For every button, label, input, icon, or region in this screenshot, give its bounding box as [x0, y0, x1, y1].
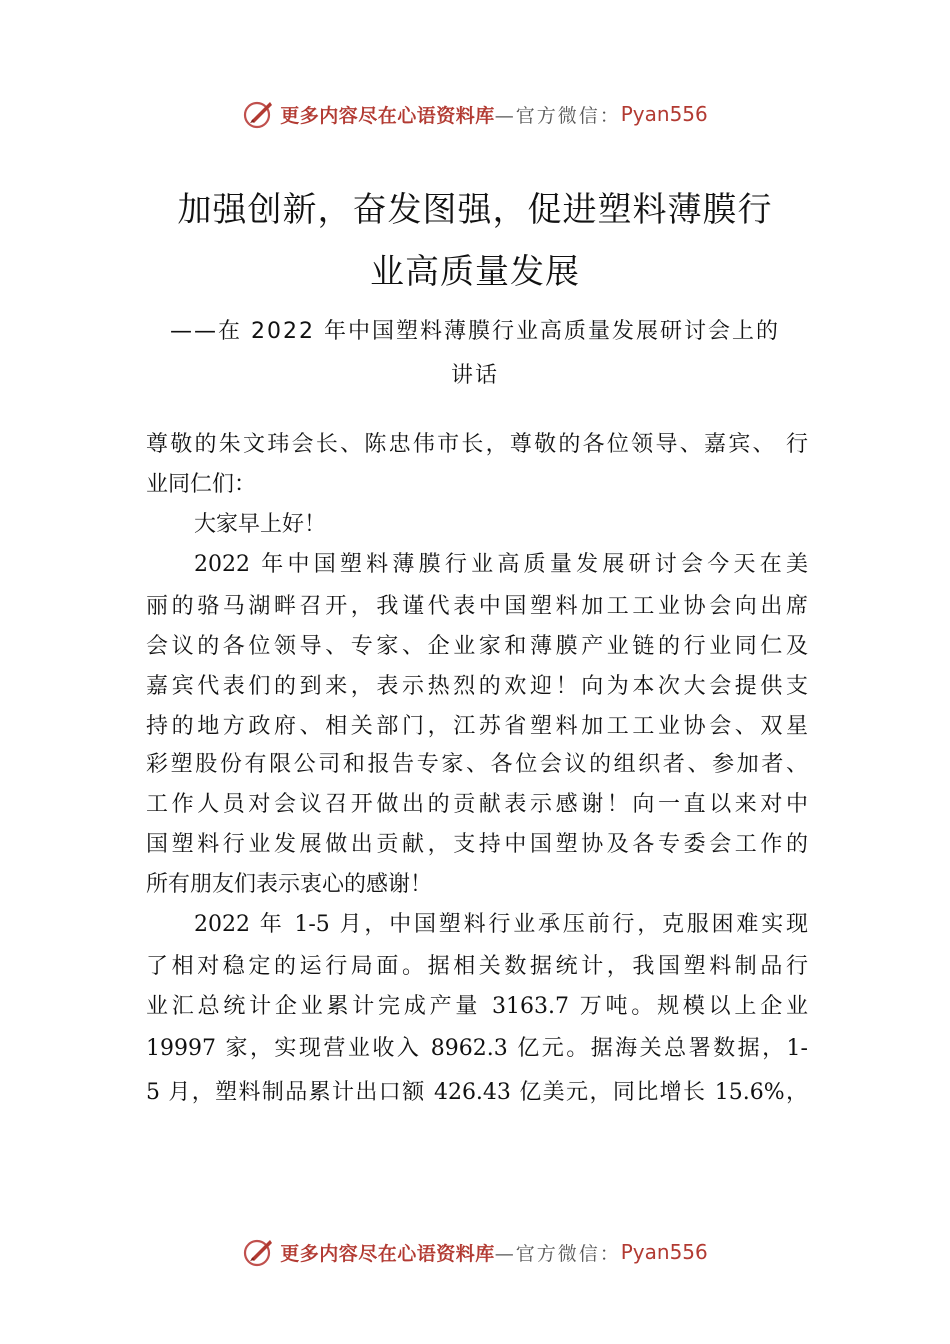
- quill-logo-icon: [242, 1235, 276, 1269]
- watermark-banner-top: [0, 96, 950, 132]
- document-subtitle-line-2: 讲话: [450, 363, 499, 388]
- body-line: 工作人员对会议召开做出的贡献表示感谢！向一直以来对中: [146, 792, 808, 817]
- body-line: 业汇总统计企业累计完成产量 3163.7 万吨。规模以上企业: [146, 994, 808, 1019]
- body-line: 尊敬的朱文玮会长、陈忠伟市长，尊敬的各位领导、嘉宾、 行: [146, 432, 808, 457]
- document-subtitle-line-1: ——在 2022 年中国塑料薄膜行业高质量发展研讨会上的: [170, 319, 780, 344]
- body-line: 业同仁们：: [146, 472, 257, 497]
- body-line: 大家早上好！: [194, 512, 327, 537]
- banner-official-label: —官方微信：: [494, 1242, 621, 1265]
- body-line: 2022 年 1-5 月，中国塑料行业承压前行，克服困难实现: [194, 912, 808, 937]
- body-line: 会议的各位领导、专家、企业家和薄膜产业链的行业同仁及: [146, 634, 808, 659]
- body-line: 2022 年中国塑料薄膜行业高质量发展研讨会今天在美: [194, 552, 808, 577]
- banner-official-label: —官方微信：: [494, 104, 621, 127]
- body-line: 19997 家，实现营业收入 8962.3 亿元。据海关总署数据，1-: [146, 1036, 808, 1061]
- body-line: 了相对稳定的运行局面。据相关数据统计，我国塑料制品行: [146, 954, 808, 979]
- body-line: 彩塑股份有限公司和报告专家、各位会议的组织者、参加者、: [146, 752, 808, 777]
- document-title-line-2: 业高质量发展: [370, 252, 580, 292]
- quill-logo-icon: [242, 97, 276, 131]
- body-line: 国塑料行业发展做出贡献，支持中国塑协及各专委会工作的: [146, 832, 808, 857]
- body-line: 所有朋友们表示衷心的感谢！: [146, 872, 433, 897]
- banner-wechat-id: Pyan556: [620, 1240, 708, 1264]
- body-line: 持的地方政府、相关部门，江苏省塑料加工工业协会、双星: [146, 714, 808, 739]
- body-line: 嘉宾代表们的到来，表示热烈的欢迎！向为本次大会提供支: [146, 674, 808, 699]
- watermark-banner-bottom: [0, 1234, 950, 1270]
- banner-site-text: 更多内容尽在心语资料库: [280, 104, 495, 127]
- banner-site-text: 更多内容尽在心语资料库: [280, 1242, 495, 1265]
- document-title-line-1: 加强创新，奋发图强，促进塑料薄膜行: [177, 190, 773, 230]
- body-line: 5 月，塑料制品累计出口额 426.43 亿美元，同比增长 15.6%，: [146, 1080, 808, 1105]
- body-line: 丽的骆马湖畔召开，我谨代表中国塑料加工工业协会向出席: [146, 594, 808, 619]
- banner-wechat-id: Pyan556: [620, 102, 708, 126]
